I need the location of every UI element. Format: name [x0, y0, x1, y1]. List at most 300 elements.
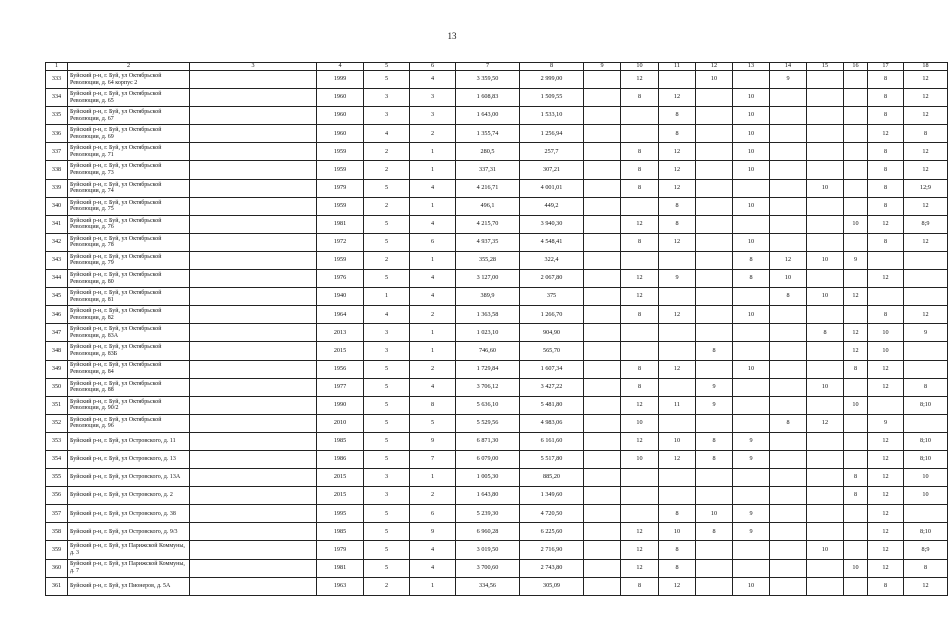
table-cell: 1 [410, 342, 456, 360]
table-cell [807, 143, 844, 161]
table-cell: 8 [659, 107, 696, 125]
table-cell: 10 [621, 450, 659, 468]
table-cell [584, 505, 621, 523]
table-cell [733, 469, 770, 487]
row-number-cell: 361 [46, 577, 68, 595]
table-cell: 8;10 [904, 523, 948, 541]
table-cell: 1985 [317, 523, 364, 541]
table-cell: 8 [696, 523, 733, 541]
address-cell: Буйский р-н, г. Буй, ул Октябрьской Революции, д. 64 корпус 2 [68, 71, 190, 89]
table-cell [659, 414, 696, 432]
table-cell: 8 [621, 306, 659, 324]
table-row [46, 577, 948, 595]
table-cell: 4 216,71 [456, 179, 520, 197]
table-cell [696, 143, 733, 161]
table-cell: 322,4 [520, 251, 584, 269]
table-cell: 12 [659, 161, 696, 179]
table-cell [770, 541, 807, 559]
table-cell [904, 270, 948, 288]
table-cell [190, 378, 317, 396]
table-cell: 1 [410, 197, 456, 215]
table-cell [696, 324, 733, 342]
table-cell [770, 143, 807, 161]
table-cell [770, 125, 807, 143]
table-cell [733, 324, 770, 342]
table-row [46, 505, 948, 523]
table-cell: 4 983,06 [520, 414, 584, 432]
address-cell: Буйский р-н, г. Буй, ул Октябрьской Революции, д. 76 [68, 215, 190, 233]
address-cell: Буйский р-н, г. Буй, ул Октябрьской Революции, д. 81 [68, 288, 190, 306]
table-cell: 375 [520, 288, 584, 306]
row-number-cell: 359 [46, 541, 68, 559]
table-cell: 8 [868, 71, 904, 89]
address-cell: Буйский р-н, г. Буй, ул Октябрьской Революции, д. 69 [68, 125, 190, 143]
table-cell: 1 [410, 469, 456, 487]
table-cell [807, 89, 844, 107]
table-cell: 12 [621, 523, 659, 541]
table-cell: 12 [868, 487, 904, 505]
table-cell: 12 [904, 161, 948, 179]
table-cell [190, 469, 317, 487]
table-cell [868, 396, 904, 414]
table-cell: 1 533,10 [520, 107, 584, 125]
address-cell: Буйский р-н, г. Буй, ул Октябрьской Революции, д. 74 [68, 179, 190, 197]
table-cell: 6 [410, 233, 456, 251]
table-cell: 10 [733, 107, 770, 125]
address-cell: Буйский р-н, г. Буй, ул Островского, д. 11 [68, 432, 190, 450]
table-cell: 4 215,70 [456, 215, 520, 233]
table-cell: 12 [868, 559, 904, 577]
column-number-header-row [46, 63, 948, 71]
row-number-cell: 350 [46, 378, 68, 396]
column-number-header: 18 [904, 63, 948, 71]
row-number-cell: 334 [46, 89, 68, 107]
table-cell [190, 89, 317, 107]
table-cell: 3 127,00 [456, 270, 520, 288]
table-cell: 8 [868, 306, 904, 324]
table-cell [190, 197, 317, 215]
table-cell [659, 378, 696, 396]
table-row [46, 414, 948, 432]
table-cell [733, 215, 770, 233]
table-row [46, 143, 948, 161]
column-number-header: 15 [807, 63, 844, 71]
address-cell: Буйский р-н, г. Буй, ул Октябрьской Революции, д. 88 [68, 378, 190, 396]
table-cell: 9 [770, 71, 807, 89]
table-cell [584, 487, 621, 505]
table-cell: 3 359,50 [456, 71, 520, 89]
address-cell: Буйский р-н, г. Буй, ул Октябрьской Революции, д. 90/2 [68, 396, 190, 414]
column-number-header: 10 [621, 63, 659, 71]
table-cell: 8 [868, 107, 904, 125]
table-cell [190, 360, 317, 378]
table-cell: 4 720,50 [520, 505, 584, 523]
table-cell [190, 270, 317, 288]
table-cell [584, 143, 621, 161]
table-cell [621, 487, 659, 505]
address-cell: Буйский р-н, г. Буй, ул Парижской Коммуны, д. 3 [68, 541, 190, 559]
table-cell [844, 414, 868, 432]
table-cell: 4 [410, 378, 456, 396]
table-cell [844, 541, 868, 559]
table-cell: 1985 [317, 432, 364, 450]
table-cell [904, 360, 948, 378]
table-cell [807, 396, 844, 414]
table-cell [844, 505, 868, 523]
table-cell [190, 71, 317, 89]
table-cell [584, 161, 621, 179]
table-cell [844, 523, 868, 541]
table-cell: 10 [807, 179, 844, 197]
table-cell: 5 [364, 360, 410, 378]
table-cell: 305,09 [520, 577, 584, 595]
table-cell: 12 [904, 197, 948, 215]
table-cell: 2 [364, 577, 410, 595]
table-cell: 5 [364, 233, 410, 251]
table-cell [659, 342, 696, 360]
table-cell: 746,60 [456, 342, 520, 360]
table-cell [904, 342, 948, 360]
table-cell: 1959 [317, 161, 364, 179]
table-cell [584, 378, 621, 396]
row-number-cell: 333 [46, 71, 68, 89]
table-row [46, 71, 948, 89]
table-cell: 1986 [317, 450, 364, 468]
table-cell [584, 541, 621, 559]
table-cell: 5 [364, 523, 410, 541]
table-cell [904, 288, 948, 306]
table-cell: 12 [844, 288, 868, 306]
address-cell: Буйский р-н, г. Буй, ул Октябрьской Революции, д. 84 [68, 360, 190, 378]
table-cell: 10 [807, 378, 844, 396]
table-cell [190, 143, 317, 161]
table-cell: 8 [868, 577, 904, 595]
table-cell [190, 215, 317, 233]
row-number-cell: 354 [46, 450, 68, 468]
table-cell [659, 324, 696, 342]
table-cell [190, 179, 317, 197]
table-cell: 9 [659, 270, 696, 288]
table-row [46, 306, 948, 324]
table-cell [190, 450, 317, 468]
table-cell: 8 [659, 541, 696, 559]
table-cell [844, 179, 868, 197]
table-cell: 2 [410, 306, 456, 324]
table-cell [844, 107, 868, 125]
table-cell [621, 197, 659, 215]
table-cell: 8 [659, 125, 696, 143]
table-cell [807, 523, 844, 541]
table-cell: 10 [733, 89, 770, 107]
table-cell: 5 [364, 559, 410, 577]
table-cell [733, 179, 770, 197]
table-cell [770, 577, 807, 595]
table-cell [844, 71, 868, 89]
table-cell: 334,56 [456, 577, 520, 595]
table-row [46, 360, 948, 378]
table-cell [844, 143, 868, 161]
table-cell [584, 469, 621, 487]
row-number-cell: 339 [46, 179, 68, 197]
table-cell: 12 [659, 577, 696, 595]
table-cell: 10 [868, 324, 904, 342]
table-cell: 2 743,80 [520, 559, 584, 577]
table-cell: 3 [364, 89, 410, 107]
table-cell [807, 197, 844, 215]
table-cell: 12 [868, 360, 904, 378]
table-cell: 10 [807, 288, 844, 306]
table-cell [584, 306, 621, 324]
table-cell [844, 125, 868, 143]
table-cell: 10 [659, 523, 696, 541]
table-cell: 5 [364, 414, 410, 432]
table-cell: 1 023,10 [456, 324, 520, 342]
table-cell: 5 [364, 71, 410, 89]
table-cell: 1979 [317, 179, 364, 197]
table-cell: 1 256,94 [520, 125, 584, 143]
table-cell: 5 [364, 505, 410, 523]
table-cell: 3 019,50 [456, 541, 520, 559]
address-cell: Буйский р-н, г. Буй, ул Октябрьской Революции, д. 96 [68, 414, 190, 432]
table-cell [621, 469, 659, 487]
table-cell: 6 [410, 505, 456, 523]
table-row [46, 487, 948, 505]
table-cell [807, 559, 844, 577]
table-cell [807, 125, 844, 143]
table-cell: 8 [621, 89, 659, 107]
table-cell [584, 125, 621, 143]
table-cell: 9 [904, 324, 948, 342]
table-cell: 4 001,01 [520, 179, 584, 197]
address-cell: Буйский р-н, г. Буй, ул Пионеров, д. 5А [68, 577, 190, 595]
table-cell [584, 288, 621, 306]
table-cell: 257,7 [520, 143, 584, 161]
row-number-cell: 346 [46, 306, 68, 324]
table-cell: 8 [868, 161, 904, 179]
table-row [46, 161, 948, 179]
table-cell: 10 [844, 396, 868, 414]
table-cell: 12 [621, 432, 659, 450]
table-row [46, 125, 948, 143]
table-row [46, 396, 948, 414]
table-cell [770, 233, 807, 251]
table-cell: 6 871,30 [456, 432, 520, 450]
row-number-cell: 352 [46, 414, 68, 432]
table-cell: 12 [659, 306, 696, 324]
table-cell: 3 427,22 [520, 378, 584, 396]
table-cell [190, 414, 317, 432]
table-cell [807, 233, 844, 251]
table-cell: 1 355,74 [456, 125, 520, 143]
table-cell [621, 251, 659, 269]
table-cell [844, 306, 868, 324]
table-cell: 8 [621, 378, 659, 396]
table-row [46, 378, 948, 396]
column-number-header: 13 [733, 63, 770, 71]
table-cell: 12 [844, 324, 868, 342]
table-cell [584, 107, 621, 125]
table-cell [190, 577, 317, 595]
table-cell [733, 396, 770, 414]
table-row [46, 89, 948, 107]
row-number-cell: 355 [46, 469, 68, 487]
table-cell [696, 306, 733, 324]
table-cell: 12 [621, 215, 659, 233]
table-cell: 12 [868, 523, 904, 541]
table-cell [190, 396, 317, 414]
row-number-cell: 348 [46, 342, 68, 360]
table-cell: 3 [364, 324, 410, 342]
table-cell [696, 487, 733, 505]
table-cell: 2 999,00 [520, 71, 584, 89]
table-row [46, 469, 948, 487]
table-cell [621, 125, 659, 143]
table-cell [770, 487, 807, 505]
table-cell: 2015 [317, 487, 364, 505]
table-cell: 3 706,12 [456, 378, 520, 396]
address-cell: Буйский р-н, г. Буй, ул Октябрьской Революции, д. 79 [68, 251, 190, 269]
table-cell: 8;10 [904, 450, 948, 468]
column-number-header: 11 [659, 63, 696, 71]
table-cell: 2 [364, 251, 410, 269]
table-cell [621, 342, 659, 360]
table-cell: 8 [659, 559, 696, 577]
table-cell [584, 233, 621, 251]
table-cell [844, 197, 868, 215]
table-cell: 9 [733, 432, 770, 450]
table-cell: 2015 [317, 342, 364, 360]
table-row [46, 342, 948, 360]
table-cell: 8 [844, 487, 868, 505]
table-cell: 10 [733, 360, 770, 378]
table-cell: 1 643,00 [456, 107, 520, 125]
table-cell: 10 [659, 432, 696, 450]
table-row [46, 324, 948, 342]
table-cell [190, 541, 317, 559]
table-cell [584, 324, 621, 342]
table-cell: 7 [410, 450, 456, 468]
table-row [46, 523, 948, 541]
table-cell: 8 [621, 233, 659, 251]
table-cell: 280,5 [456, 143, 520, 161]
table-row [46, 197, 948, 215]
table-cell [584, 396, 621, 414]
address-cell: Буйский р-н, г. Буй, ул Островского, д. 9/3 [68, 523, 190, 541]
table-cell [807, 469, 844, 487]
table-cell: 8 [868, 233, 904, 251]
table-cell: 10 [733, 306, 770, 324]
address-cell: Буйский р-н, г. Буй, ул Октябрьской Революции, д. 83А [68, 324, 190, 342]
table-cell [733, 414, 770, 432]
table-cell: 12 [904, 71, 948, 89]
table-cell [584, 197, 621, 215]
table-cell [584, 71, 621, 89]
table-cell: 337,31 [456, 161, 520, 179]
table-cell [584, 450, 621, 468]
table-cell [844, 270, 868, 288]
table-cell: 12 [621, 541, 659, 559]
table-cell [584, 523, 621, 541]
table-cell: 2013 [317, 324, 364, 342]
table-row [46, 432, 948, 450]
table-cell: 1972 [317, 233, 364, 251]
address-cell: Буйский р-н, г. Буй, ул Октябрьской Революции, д. 83Б [68, 342, 190, 360]
table-cell: 8 [696, 432, 733, 450]
table-cell [770, 306, 807, 324]
table-cell [696, 179, 733, 197]
table-cell: 12 [659, 360, 696, 378]
row-number-cell: 357 [46, 505, 68, 523]
table-cell: 12 [904, 306, 948, 324]
table-cell [584, 251, 621, 269]
table-cell [696, 197, 733, 215]
table-cell: 1 608,83 [456, 89, 520, 107]
table-cell [770, 215, 807, 233]
row-number-cell: 336 [46, 125, 68, 143]
table-cell: 6 161,60 [520, 432, 584, 450]
table-cell: 12 [659, 89, 696, 107]
column-number-header: 2 [68, 63, 190, 71]
table-cell: 496,1 [456, 197, 520, 215]
table-cell: 5 [364, 396, 410, 414]
table-cell [621, 505, 659, 523]
table-cell: 8 [770, 288, 807, 306]
table-cell: 12 [868, 378, 904, 396]
table-cell: 9 [733, 523, 770, 541]
table-cell: 1981 [317, 559, 364, 577]
table-cell: 2015 [317, 469, 364, 487]
table-cell: 1960 [317, 125, 364, 143]
table-cell: 4 [410, 559, 456, 577]
table-cell [696, 577, 733, 595]
table-cell: 5 [410, 414, 456, 432]
table-cell: 10 [696, 71, 733, 89]
table-cell: 1977 [317, 378, 364, 396]
table-cell: 9 [410, 523, 456, 541]
table-cell: 307,21 [520, 161, 584, 179]
table-cell: 12 [904, 107, 948, 125]
table-cell: 5 [364, 541, 410, 559]
table-cell: 4 937,35 [456, 233, 520, 251]
table-cell [807, 215, 844, 233]
table-cell: 3 940,30 [520, 215, 584, 233]
table-cell: 12 [868, 505, 904, 523]
table-cell: 2 [410, 360, 456, 378]
table-cell: 1 [364, 288, 410, 306]
table-cell [696, 251, 733, 269]
table-cell: 8 [868, 143, 904, 161]
column-number-header: 3 [190, 63, 317, 71]
table-cell: 5 636,10 [456, 396, 520, 414]
column-number-header: 7 [456, 63, 520, 71]
table-cell [770, 324, 807, 342]
table-cell: 3 [364, 342, 410, 360]
table-cell: 8 [807, 324, 844, 342]
row-number-cell: 344 [46, 270, 68, 288]
table-cell [696, 559, 733, 577]
address-cell: Буйский р-н, г. Буй, ул Октябрьской Революции, д. 80 [68, 270, 190, 288]
table-cell: 12 [621, 270, 659, 288]
table-cell [807, 161, 844, 179]
table-cell: 1960 [317, 107, 364, 125]
table-cell: 8 [659, 505, 696, 523]
table-cell: 12 [904, 233, 948, 251]
table-cell [770, 89, 807, 107]
table-cell [844, 233, 868, 251]
table-cell: 1995 [317, 505, 364, 523]
table-cell [844, 432, 868, 450]
table-cell: 8 [904, 559, 948, 577]
